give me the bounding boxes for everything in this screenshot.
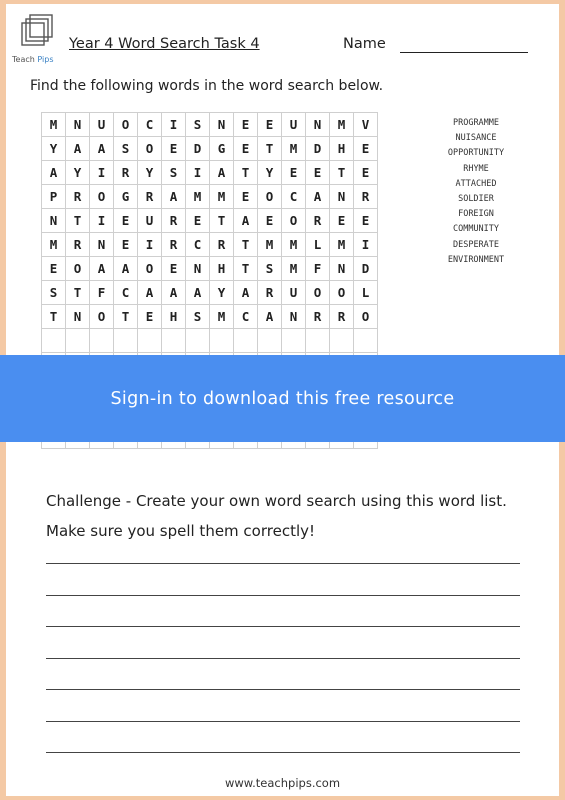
- grid-cell: Y: [66, 161, 90, 185]
- grid-cell: E: [234, 137, 258, 161]
- grid-cell: [66, 329, 90, 353]
- grid-cell: O: [90, 305, 114, 329]
- grid-cell: T: [210, 209, 234, 233]
- grid-cell: [258, 329, 282, 353]
- logo-name-main: Teach: [12, 55, 35, 64]
- grid-cell: R: [306, 209, 330, 233]
- grid-cell: C: [186, 233, 210, 257]
- grid-cell: [162, 329, 186, 353]
- word-list-item: SOLDIER: [458, 194, 494, 205]
- grid-row: [42, 161, 378, 185]
- logo-wordmark: [12, 55, 54, 64]
- writing-line: [46, 689, 520, 690]
- grid-cell: T: [42, 305, 66, 329]
- grid-cell: N: [42, 209, 66, 233]
- grid-cell: T: [258, 137, 282, 161]
- grid-cell: N: [66, 305, 90, 329]
- writing-line: [46, 658, 520, 659]
- word-list-item: OPPORTUNITY: [447, 148, 505, 159]
- grid-cell: O: [354, 305, 378, 329]
- stacked-squares-icon: [20, 13, 56, 49]
- grid-cell: E: [162, 137, 186, 161]
- grid-cell: E: [42, 257, 66, 281]
- grid-cell: C: [282, 185, 306, 209]
- grid-cell: D: [306, 137, 330, 161]
- grid-cell: [90, 329, 114, 353]
- grid-cell: S: [162, 161, 186, 185]
- grid-cell: S: [42, 281, 66, 305]
- grid-cell: E: [138, 305, 162, 329]
- grid-cell: I: [90, 161, 114, 185]
- grid-cell: Y: [210, 281, 234, 305]
- grid-cell: S: [186, 305, 210, 329]
- word-list-item: PROGRAMME: [452, 118, 500, 128]
- grid-cell: A: [306, 185, 330, 209]
- grid-cell: S: [114, 137, 138, 161]
- grid-cell: R: [162, 233, 186, 257]
- word-list-item: COMMUNITY: [452, 224, 500, 235]
- grid-cell: C: [234, 305, 258, 329]
- worksheet-title: Year 4 Word Search Task 4: [69, 36, 260, 52]
- grid-cell: M: [186, 185, 210, 209]
- grid-cell: O: [90, 185, 114, 209]
- grid-cell: S: [186, 113, 210, 137]
- grid-cell: M: [330, 113, 354, 137]
- grid-cell: E: [306, 161, 330, 185]
- grid-cell: O: [282, 209, 306, 233]
- grid-cell: R: [138, 185, 162, 209]
- grid-cell: E: [354, 161, 378, 185]
- grid-cell: F: [90, 281, 114, 305]
- grid-cell: A: [210, 161, 234, 185]
- grid-cell: O: [330, 281, 354, 305]
- grid-cell: N: [282, 305, 306, 329]
- grid-cell: A: [138, 281, 162, 305]
- grid-cell: O: [138, 257, 162, 281]
- grid-cell: U: [282, 113, 306, 137]
- grid-cell: L: [354, 281, 378, 305]
- grid-cell: [330, 329, 354, 353]
- grid-cell: E: [234, 185, 258, 209]
- grid-row: [42, 113, 378, 137]
- grid-cell: U: [90, 113, 114, 137]
- logo-name-accent: Pips: [37, 55, 54, 64]
- grid-cell: M: [282, 137, 306, 161]
- grid-cell: L: [306, 233, 330, 257]
- grid-cell: Y: [138, 161, 162, 185]
- grid-cell: O: [114, 113, 138, 137]
- grid-cell: I: [186, 161, 210, 185]
- grid-cell: T: [66, 281, 90, 305]
- grid-row: [42, 257, 378, 281]
- grid-cell: A: [114, 257, 138, 281]
- grid-cell: A: [234, 209, 258, 233]
- grid-cell: E: [162, 257, 186, 281]
- grid-cell: R: [162, 209, 186, 233]
- grid-cell: E: [114, 233, 138, 257]
- grid-row: [42, 281, 378, 305]
- grid-cell: O: [258, 185, 282, 209]
- grid-cell: I: [354, 233, 378, 257]
- sign-in-download-label[interactable]: Sign-in to download this free resource: [110, 388, 455, 409]
- grid-cell: R: [306, 305, 330, 329]
- grid-cell: E: [186, 209, 210, 233]
- grid-cell: P: [42, 185, 66, 209]
- writing-line: [46, 752, 520, 753]
- grid-cell: A: [162, 185, 186, 209]
- grid-row: [42, 185, 378, 209]
- grid-cell: Y: [42, 137, 66, 161]
- grid-row: [42, 209, 378, 233]
- grid-cell: T: [234, 257, 258, 281]
- grid-cell: M: [330, 233, 354, 257]
- grid-cell: [42, 329, 66, 353]
- grid-cell: [234, 329, 258, 353]
- word-list-item: ENVIRONMENT: [447, 254, 505, 265]
- grid-cell: S: [258, 257, 282, 281]
- grid-cell: A: [234, 281, 258, 305]
- grid-cell: T: [234, 161, 258, 185]
- grid-cell: R: [210, 233, 234, 257]
- grid-cell: E: [282, 161, 306, 185]
- grid-cell: Y: [258, 161, 282, 185]
- grid-row: [42, 137, 378, 161]
- grid-cell: V: [354, 113, 378, 137]
- grid-cell: E: [330, 209, 354, 233]
- writing-line: [46, 626, 520, 627]
- word-list: [432, 116, 520, 268]
- grid-cell: A: [186, 281, 210, 305]
- grid-cell: I: [162, 113, 186, 137]
- grid-row: [42, 305, 378, 329]
- grid-row: [42, 329, 378, 353]
- grid-cell: N: [306, 113, 330, 137]
- grid-cell: T: [234, 233, 258, 257]
- grid-row: [42, 233, 378, 257]
- sign-in-download-banner[interactable]: [0, 355, 565, 442]
- grid-cell: D: [354, 257, 378, 281]
- grid-cell: C: [114, 281, 138, 305]
- teachpips-logo: [12, 13, 72, 69]
- grid-cell: A: [162, 281, 186, 305]
- grid-cell: R: [66, 233, 90, 257]
- grid-cell: T: [330, 161, 354, 185]
- grid-cell: [210, 329, 234, 353]
- word-list-item: RHYME: [463, 163, 489, 174]
- grid-cell: [138, 329, 162, 353]
- grid-cell: M: [282, 233, 306, 257]
- grid-cell: [282, 329, 306, 353]
- grid-cell: N: [330, 185, 354, 209]
- footer-url: www.teachpips.com: [224, 776, 341, 790]
- grid-cell: R: [66, 185, 90, 209]
- word-list-item: DESPERATE: [452, 239, 500, 250]
- grid-cell: U: [138, 209, 162, 233]
- grid-cell: M: [258, 233, 282, 257]
- grid-cell: O: [138, 137, 162, 161]
- grid-cell: R: [114, 161, 138, 185]
- grid-cell: F: [306, 257, 330, 281]
- grid-cell: E: [114, 209, 138, 233]
- grid-cell: A: [66, 137, 90, 161]
- grid-cell: E: [354, 209, 378, 233]
- grid-cell: G: [210, 137, 234, 161]
- grid-cell: N: [90, 233, 114, 257]
- grid-cell: O: [306, 281, 330, 305]
- word-list-item: FOREIGN: [458, 209, 494, 220]
- grid-cell: A: [90, 137, 114, 161]
- grid-cell: M: [210, 185, 234, 209]
- grid-cell: O: [66, 257, 90, 281]
- grid-cell: E: [258, 113, 282, 137]
- grid-cell: H: [210, 257, 234, 281]
- grid-cell: R: [258, 281, 282, 305]
- grid-cell: H: [162, 305, 186, 329]
- grid-cell: [186, 329, 210, 353]
- grid-cell: A: [90, 257, 114, 281]
- grid-cell: I: [138, 233, 162, 257]
- grid-cell: E: [234, 113, 258, 137]
- grid-cell: E: [354, 137, 378, 161]
- word-list-item: NUISANCE: [455, 133, 497, 144]
- grid-cell: [354, 329, 378, 353]
- grid-cell: C: [138, 113, 162, 137]
- writing-line: [46, 563, 520, 564]
- grid-cell: G: [114, 185, 138, 209]
- grid-cell: M: [210, 305, 234, 329]
- grid-cell: A: [258, 305, 282, 329]
- grid-cell: R: [330, 305, 354, 329]
- grid-cell: U: [282, 281, 306, 305]
- writing-line: [46, 721, 520, 722]
- grid-cell: N: [186, 257, 210, 281]
- grid-cell: M: [42, 113, 66, 137]
- writing-line: [46, 595, 520, 596]
- instructions: Find the following words in the word search below.: [30, 78, 384, 94]
- grid-cell: M: [282, 257, 306, 281]
- grid-cell: R: [354, 185, 378, 209]
- grid-cell: I: [90, 209, 114, 233]
- challenge-text: Challenge - Create your own word search using this word list. Make sure you spell them correctly!: [46, 492, 507, 540]
- grid-cell: T: [66, 209, 90, 233]
- grid-cell: A: [42, 161, 66, 185]
- grid-cell: N: [330, 257, 354, 281]
- grid-cell: D: [186, 137, 210, 161]
- word-list-item: ATTACHED: [455, 178, 497, 189]
- grid-cell: T: [114, 305, 138, 329]
- name-label: Name: [343, 36, 386, 52]
- grid-cell: E: [258, 209, 282, 233]
- grid-cell: N: [210, 113, 234, 137]
- grid-cell: [306, 329, 330, 353]
- grid-cell: H: [330, 137, 354, 161]
- grid-cell: M: [42, 233, 66, 257]
- grid-cell: [114, 329, 138, 353]
- name-writing-line: [400, 52, 528, 53]
- grid-cell: N: [66, 113, 90, 137]
